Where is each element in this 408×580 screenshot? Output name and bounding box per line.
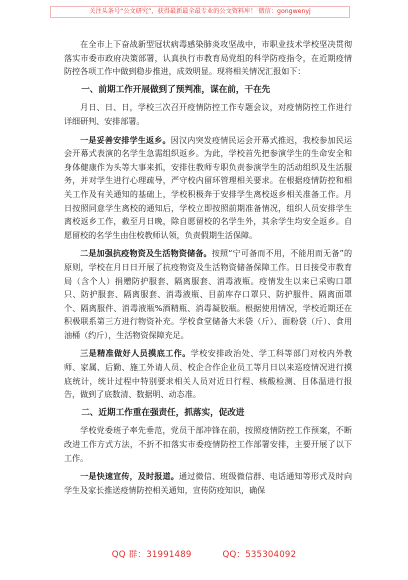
footer-contact	[0, 548, 408, 560]
paragraph-text: 月日、日、日，学校三次召开疫情防控工作专题会议，对疫情防控工作进行详细研判、安排部署。	[64, 103, 352, 126]
document-body	[64, 38, 352, 500]
section-2-paragraph-1	[64, 424, 352, 465]
intro-paragraph: 在全市上下奋战新型冠状病毒感染肺炎攻坚战中，市职业技术学校坚决贯彻落实市委市政府决策部署，认真执行市教育局党组的科学防疫指令，在近期疫情防控各项工作中做到稳步推进，成效明显。现将相关情况汇报如下：	[64, 40, 352, 77]
section-1-paragraph-1	[64, 101, 352, 128]
paragraph-text: 因汉内突发疫情民运会开幕式推迟，我校参加民运会开幕式表演的名学生急需组织返乡。为此，学校首先把参演学生的生命安全和身体健康作为头等大事来抓，安排住教师专职负责参演学生的活动组织及生活服务，并对学生进行心理疏导，严守校内留环管理相关要求。在根据疫情防控和相关工作及有关通知的基础上，学校积极奔于安排学生离校返乡相关准备工作。月日按照同意学生离校的通知后，学校立即按照前期准备情况，组织人员安排学生离校返乡工作，截至月日晚，除自愿留校的名学生外，其余学生均安全返乡。自愿留校的名学生由住校教师认领，负责假期生活保障。	[64, 135, 353, 240]
paragraph-text: 按照“宁可备而不用，不能用而无备”的原则，学校在月日日开展了抗疫物资及生活物资储备保障工作。日日接受市教育局（含个人）捐赠防护服套、隔离服套、消毒液瓶。疫情发生以来已采购口罩只、防护服套、隔离服套、消毒液瓶、目前库存口罩只、防护服件、隔离面罩个、隔离服件、消毒液瓶%酒精瓶、消毒凝胶瓶。根据使用情况，学校近期还在积极联系第三方进行物资补充。学校食堂储备大米袋（斤）、面粉袋（斤）、食用油桶（约斤），生活物资保障充足。	[64, 249, 353, 340]
section-1-paragraph-3	[64, 247, 352, 342]
footer-qq: QQ：535304092	[222, 550, 297, 560]
section-1-paragraph-4	[64, 347, 352, 401]
paragraph-lead: 二是加强抗疫物资及生活物资储备。	[80, 249, 212, 259]
header-banner: 关注头条号“公文研究”，获得最新最全最专业的公文资料库！ 微信：gongwenyj	[50, 6, 350, 18]
paragraph-lead: 三是精准做好人员摸底工作。	[80, 349, 191, 359]
section-2-paragraph-2	[64, 470, 352, 497]
paragraph-text: 学校党委班子率先垂范，党员干部冲锋在前，按照疫情防控工作预案，不断改进工作方式方法，不折不扣落实市委疫情防控工作部署安排，主要开展了以下工作。	[64, 426, 352, 463]
section-2-title: 二、近期工作重在强责任，抓落实，促改进	[81, 407, 245, 418]
paragraph-lead: 一是快速宣传，及时报道。	[80, 472, 180, 482]
section-1-paragraph-2	[64, 134, 352, 243]
section-1-title: 一、前期工作开展做到了预判准，谋在前，干在先	[81, 84, 271, 95]
paragraph-text: 学校安排政治处、学工科等部门对校内外教师、家属、后勤、施工外请人员、校企合作企业员工等月日以来巡疫情况进行摸底统计，统计过程中特别要求相关人员对近日行程、核酸检测、目体温进行报告，做到了底数清、数据明、动态准。	[64, 349, 353, 400]
footer-qq-group: QQ 群：31991489	[111, 550, 192, 560]
paragraph-lead: 一是妥善安排学生返乡。	[80, 135, 171, 145]
paragraph-text: 通过微信、班级微信群、电话通知等形式及时向学生及家长推送疫情防控相关通知，宣传防疫知识，确保	[64, 472, 353, 495]
